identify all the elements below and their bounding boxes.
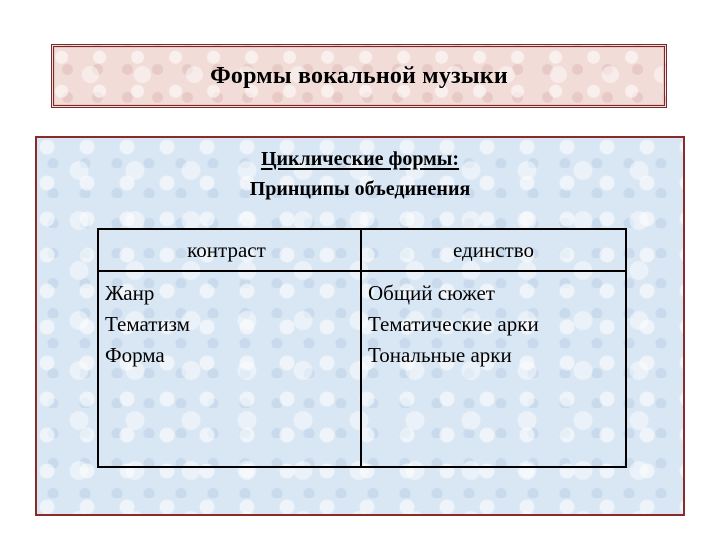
section-heading: Циклические формы: bbox=[260, 148, 460, 170]
column-header-contrast: контраст bbox=[99, 230, 362, 272]
list-item: Тональные арки bbox=[368, 343, 512, 367]
contrast-list bbox=[99, 272, 362, 466]
list-item: Общий сюжет bbox=[368, 281, 495, 305]
unity-list bbox=[362, 272, 625, 466]
content-panel bbox=[35, 136, 685, 516]
list-item: Форма bbox=[105, 343, 165, 367]
list-item: Тематизм bbox=[105, 312, 190, 336]
column-header-unity: единство bbox=[362, 230, 625, 272]
list-item: Жанр bbox=[105, 281, 155, 305]
principles-table bbox=[97, 228, 627, 468]
section-subheading: Принципы объединения bbox=[249, 178, 471, 200]
title-banner bbox=[51, 44, 667, 108]
slide-title: Формы вокальной музыки bbox=[210, 62, 508, 89]
list-item: Тематические арки bbox=[368, 312, 539, 336]
